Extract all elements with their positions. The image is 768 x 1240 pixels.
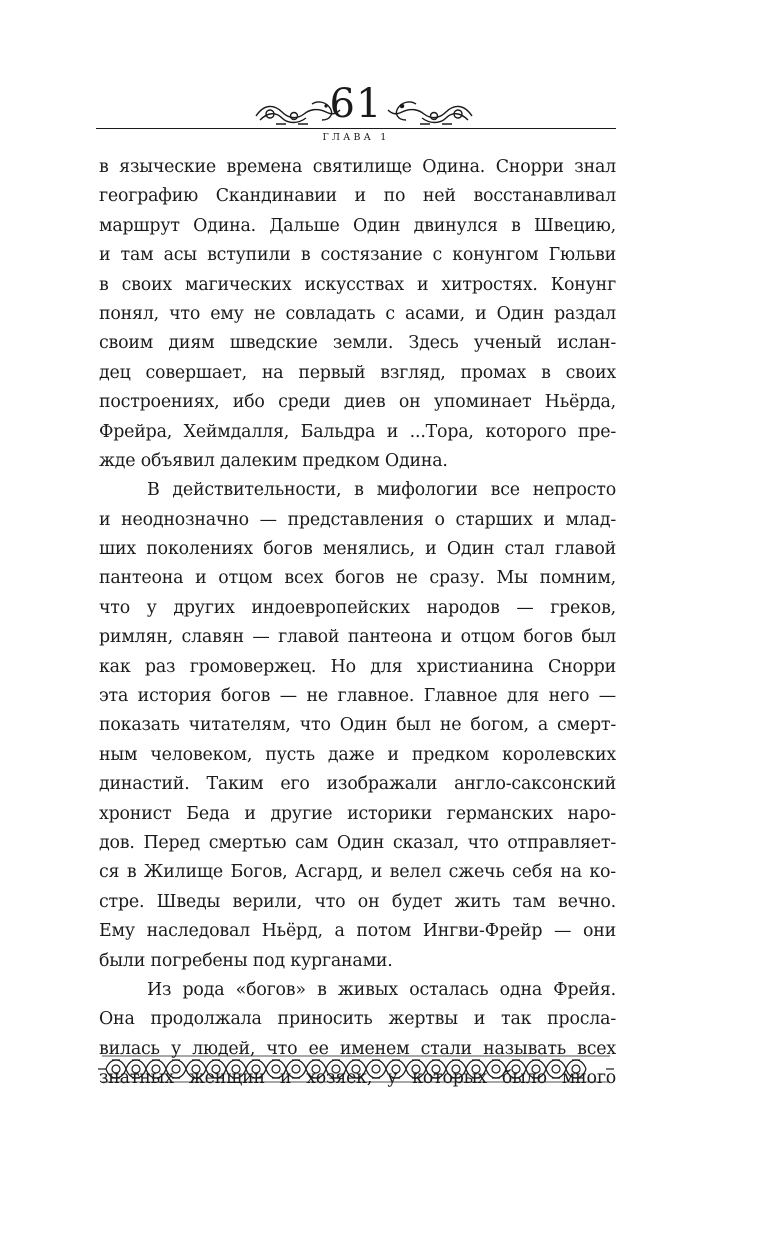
- text-line: жде объявил далеким предком Одина.: [99, 450, 448, 471]
- text-line: в своих магических искусствах и хитростях. Конунг: [99, 274, 616, 295]
- text-line: построениях, ибо среди диев он упоминает Ньёрда,: [99, 392, 616, 413]
- knotwork-ornament-right-icon: [386, 98, 476, 128]
- text-line: ся в Жилище Богов, Асгард, и велел сжечь себя на ко-: [99, 862, 616, 883]
- text-line: были погребены под курганами.: [99, 950, 393, 971]
- text-line: показать читателям, что Один был не богом, а смерт-: [99, 715, 616, 736]
- text-line: Из рода «богов» в живых осталась одна Фрейя.: [147, 979, 616, 1000]
- text-line: географию Скандинавии и по ней восстанавливал: [99, 186, 616, 207]
- text-line: ным человеком, пусть даже и предком королевских: [99, 744, 616, 765]
- text-line: Она продолжала приносить жертвы и так просла-: [99, 1009, 616, 1030]
- text-line: маршрут Одина. Дальше Один двинулся в Швецию,: [99, 215, 616, 236]
- text-line: своим диям шведские земли. Здесь ученый ислан-: [99, 333, 616, 354]
- text-line: и там асы вступили в состязание с конунгом Гюльви: [99, 245, 616, 266]
- text-line: дов. Перед смертью сам Один сказал, что отправляет-: [99, 832, 616, 853]
- chapter-label: ГЛАВА 1: [322, 132, 390, 143]
- text-line: хронист Беда и другие историки германских наро-: [99, 803, 616, 824]
- text-line: пантеона и отцом всех богов не сразу. Мы помним,: [99, 568, 616, 589]
- text-line: в языческие времена святилище Одина. Снорри знал: [99, 157, 616, 177]
- body-text: [99, 153, 616, 1094]
- text-line: стре. Шведы верили, что он будет жить там вечно.: [99, 891, 616, 912]
- text-line: вилась у людей, что ее именем стали называть всех: [99, 1038, 616, 1059]
- text-line: В действительности, в мифологии все непросто: [147, 480, 616, 501]
- text-line: знатных женщин и хозяек, у которых было много: [99, 1068, 616, 1089]
- text-line: что у других индоевропейских народов — греков,: [99, 597, 616, 618]
- text-line: Фрейра, Хеймдалля, Бальдра и ...Тора, которого пре-: [99, 421, 616, 442]
- page-header: [96, 81, 616, 146]
- page-number: 61: [329, 81, 383, 127]
- text-line: ших поколениях богов менялись, и Один стал главой: [99, 539, 616, 560]
- text-line: дец совершает, на первый взгляд, промах в своих: [99, 362, 616, 383]
- text-line: как раз громовержец. Но для христианина Снорри: [99, 656, 616, 677]
- text-line: понял, что ему не совладать с асами, и Один раздал: [99, 303, 616, 324]
- text-line: эта история богов — не главное. Главное для него —: [99, 686, 616, 707]
- text-line: и неоднозначно — представления о старших и млад-: [99, 509, 616, 530]
- text-line: Ему наследовал Ньёрд, а потом Ингви-Фрейр — они: [99, 921, 616, 942]
- header-rule: [96, 128, 616, 129]
- knotwork-band-icon: [96, 1052, 616, 1086]
- text-line: династий. Таким его изображали англо-саксонский: [99, 774, 616, 795]
- text-line: римлян, славян — главой пантеона и отцом богов был: [99, 627, 616, 648]
